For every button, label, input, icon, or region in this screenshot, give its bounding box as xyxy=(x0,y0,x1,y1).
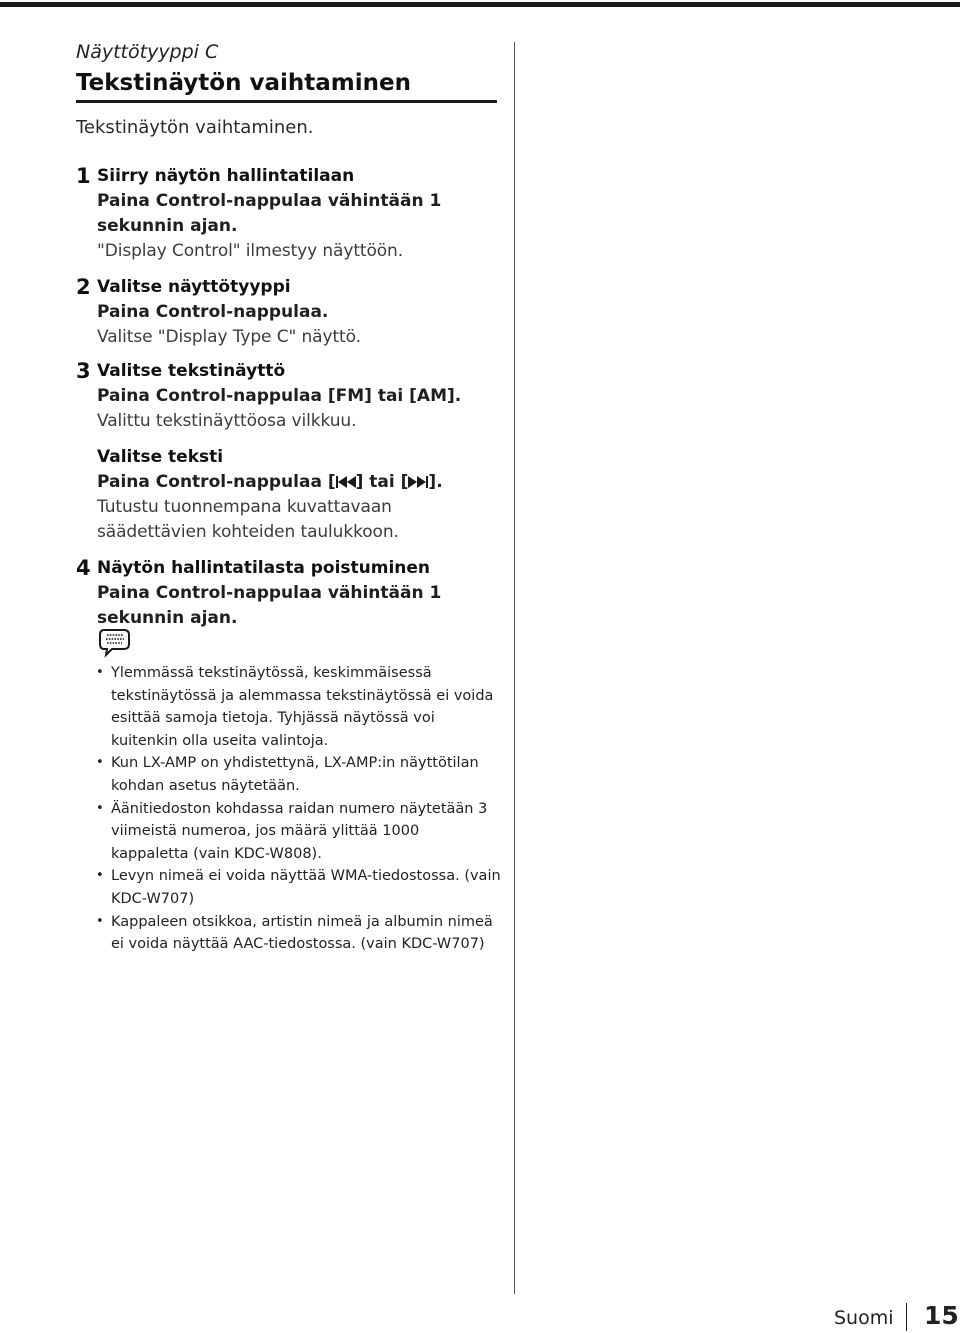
note-text: Levyn nimeä ei voida näyttää WMA-tiedostossa. (vain KDC-W707) xyxy=(111,868,501,907)
bullet: • xyxy=(96,868,104,884)
step-action: Paina Control-nappulaa vähintään 1 sekunnin ajan. xyxy=(97,583,442,628)
section-title: Tekstinäytön vaihtaminen xyxy=(76,68,497,103)
note-item xyxy=(96,662,501,752)
left-column xyxy=(76,40,501,631)
bullet: • xyxy=(96,913,104,929)
step-number: 4 xyxy=(76,556,91,580)
step-heading: Siirry näytön hallintatilaan xyxy=(97,166,355,186)
step-detail: Valittu tekstinäyttöosa vilkkuu. xyxy=(97,411,357,431)
page-number: 15 xyxy=(924,1301,959,1330)
step-2 xyxy=(76,275,501,350)
step-action-prefix: Paina Control-nappulaa [ xyxy=(97,472,336,492)
footer-divider xyxy=(906,1303,907,1331)
step-action: Paina Control-nappulaa vähintään 1 sekunnin ajan. xyxy=(97,191,442,236)
step-4 xyxy=(76,556,501,631)
note-text: Äänitiedoston kohdassa raidan numero näytetään 3 viimeistä numeroa, jos määrä ylittää 1000 kappaletta (vain KDC-W808). xyxy=(111,800,488,862)
note-speech-bubble-icon xyxy=(97,624,133,660)
note-item xyxy=(96,752,501,797)
footer-language: Suomi xyxy=(834,1307,894,1329)
step-3-sub xyxy=(76,445,501,545)
bullet: • xyxy=(96,665,104,680)
step-action: Paina Control-nappulaa [FM] tai [AM]. xyxy=(97,386,462,406)
step-heading: Näytön hallintatilasta poistuminen xyxy=(97,558,431,578)
next-track-icon xyxy=(408,476,428,488)
step-detail: Valitse "Display Type C" näyttö. xyxy=(97,327,361,347)
section-intro: Tekstinäytön vaihtaminen. xyxy=(76,117,314,138)
note-item xyxy=(96,798,501,866)
step-action xyxy=(97,470,501,495)
note-text: Ylemmässä tekstinäytössä, keskimmäisessä tekstinäytössä ja alemmassa tekstinäytössä ei voida esittää samoja tietoja. Tyhjässä näytössä voi kuitenkin olla useita valintoja. xyxy=(111,665,494,749)
column-divider xyxy=(514,42,515,1294)
bullet: • xyxy=(96,755,104,771)
step-action-suffix: ]. xyxy=(428,472,443,492)
step-detail: "Display Control" ilmestyy näyttöön. xyxy=(97,241,404,261)
top-rule xyxy=(0,2,960,7)
step-number: 3 xyxy=(76,359,91,383)
step-number: 1 xyxy=(76,164,91,188)
section-subtitle: Näyttötyyppi C xyxy=(76,41,219,63)
note-item xyxy=(96,911,501,956)
step-heading: Valitse teksti xyxy=(97,447,224,467)
step-action-middle: ] tai [ xyxy=(355,472,409,492)
note-item xyxy=(96,865,501,910)
step-heading: Valitse näyttötyyppi xyxy=(97,277,291,297)
notes-list xyxy=(96,662,501,956)
bullet: • xyxy=(96,800,104,816)
step-3 xyxy=(76,359,501,434)
step-action: Paina Control-nappulaa. xyxy=(97,302,329,322)
step-heading: Valitse tekstinäyttö xyxy=(97,361,286,381)
previous-track-icon xyxy=(336,476,356,488)
step-number: 2 xyxy=(76,275,91,299)
step-detail: Tutustu tuonnempana kuvattavaan säädettävien kohteiden taulukkoon. xyxy=(97,497,399,542)
note-text: Kappaleen otsikkoa, artistin nimeä ja albumin nimeä ei voida näyttää AAC-tiedostossa. (vain KDC-W707) xyxy=(111,913,493,953)
step-1 xyxy=(76,164,501,264)
note-text: Kun LX-AMP on yhdistettynä, LX-AMP:in näyttötilan kohdan asetus näytetään. xyxy=(111,755,479,794)
